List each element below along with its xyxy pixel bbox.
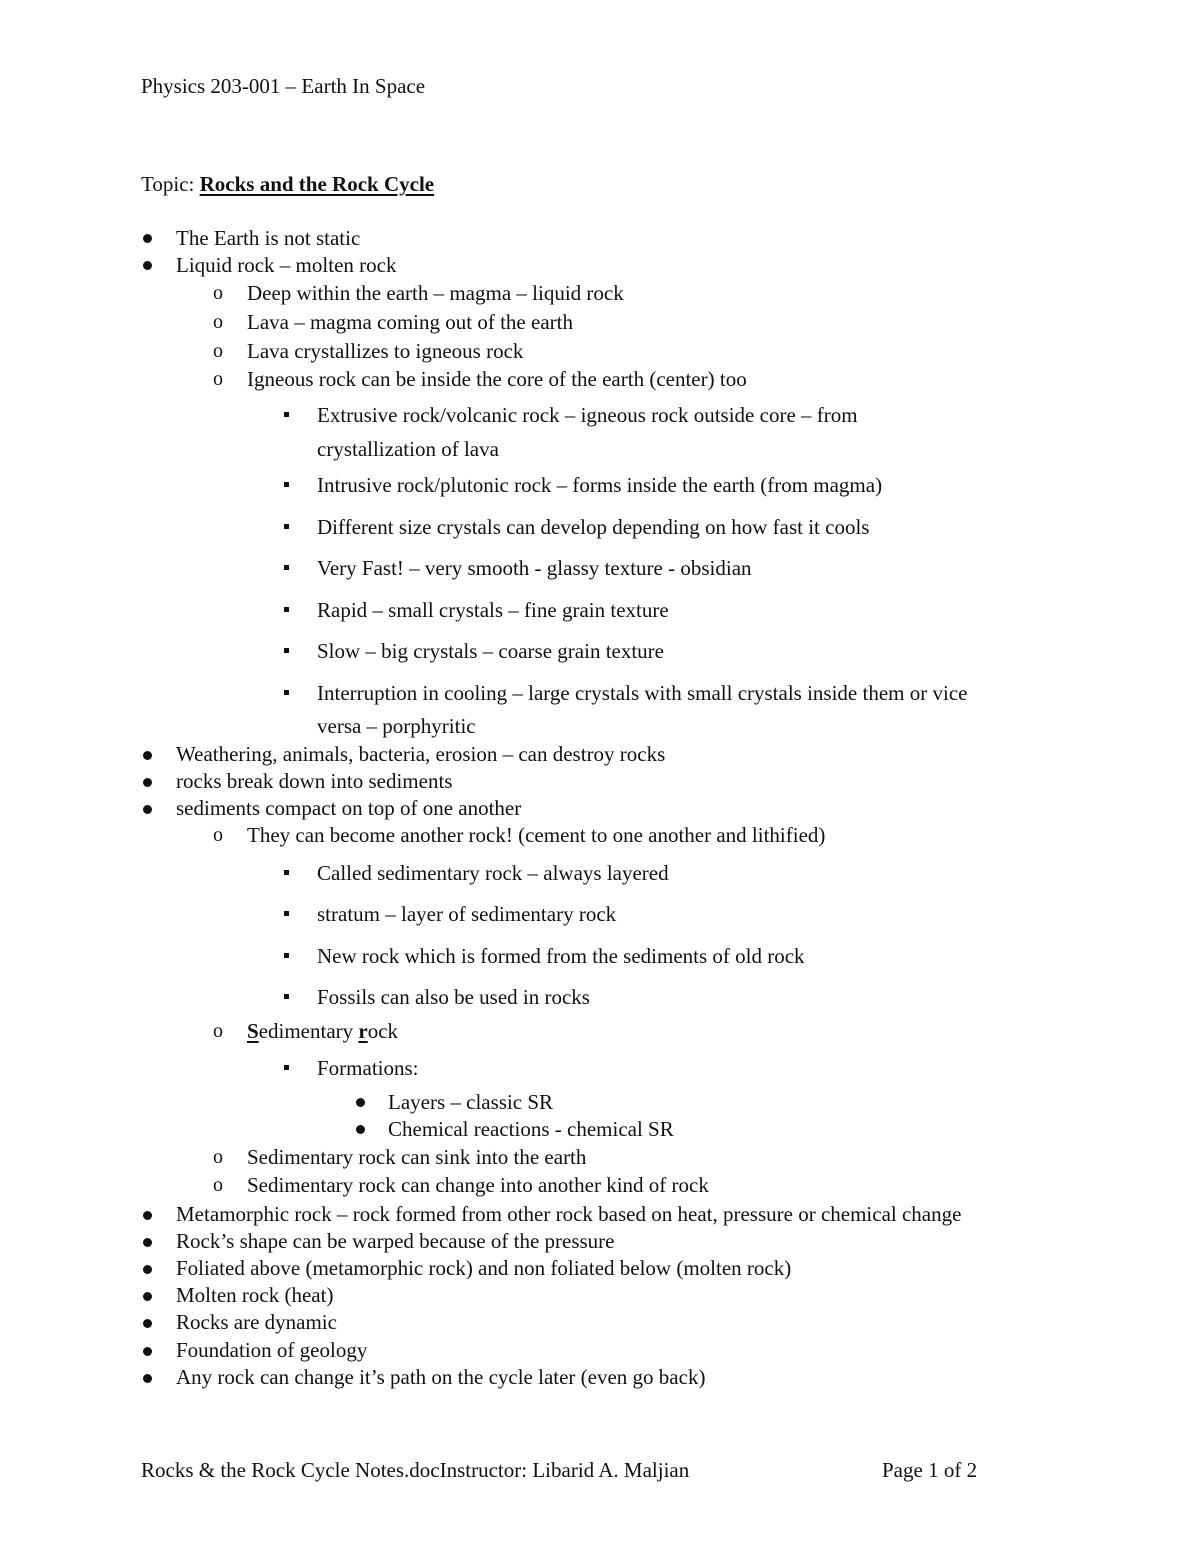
note-detail: Called sedimentary rock – always layered: [317, 861, 669, 885]
bullet-square: [284, 648, 289, 653]
note-subitem: Igneous rock can be inside the core of the earth (center) too: [247, 367, 747, 391]
bullet-dot: [143, 805, 152, 814]
footer-page-number: Page 1 of 2: [882, 1458, 978, 1482]
bullet-square: [284, 911, 289, 916]
bullet-dot: [143, 751, 152, 760]
note-detail: Very Fast! – very smooth - glassy texture - obsidian: [317, 556, 752, 580]
bullet-circle: o: [213, 340, 223, 362]
bullet-square: [284, 690, 289, 695]
bullet-square: [284, 953, 289, 958]
bullet-circle: o: [213, 282, 223, 304]
bullet-dot: [143, 778, 152, 787]
note-subitem-sedimentary-rock: Sedimentary rock: [247, 1019, 399, 1043]
bullet-dot: [143, 1374, 152, 1383]
bullet-square: [284, 524, 289, 529]
note-detail: Different size crystals can develop depending on how fast it cools: [317, 515, 870, 539]
note-subdetail: Chemical reactions - chemical SR: [388, 1117, 674, 1141]
note-detail-continued: versa – porphyritic: [317, 714, 476, 738]
bullet-dot: [356, 1098, 365, 1107]
bullet-circle: o: [213, 824, 223, 846]
topic-line: [141, 174, 434, 195]
bullet-circle: o: [213, 311, 223, 333]
note-detail: Slow – big crystals – coarse grain texture: [317, 639, 664, 663]
note-item: Liquid rock – molten rock: [176, 253, 397, 277]
bullet-circle: o: [213, 368, 223, 390]
bullet-circle: o: [213, 1146, 223, 1168]
bullet-circle: o: [213, 1174, 223, 1196]
note-item: The Earth is not static: [176, 226, 361, 250]
note-item: Foliated above (metamorphic rock) and non foliated below (molten rock): [176, 1256, 792, 1280]
bullet-square: [284, 1065, 289, 1070]
note-item: sediments compact on top of one another: [176, 796, 522, 820]
bullet-square: [284, 482, 289, 487]
note-subdetail: Layers – classic SR: [388, 1090, 554, 1114]
note-item: Metamorphic rock – rock formed from other rock based on heat, pressure or chemical change: [176, 1202, 962, 1226]
note-detail: Interruption in cooling – large crystals with small crystals inside them or vice: [317, 681, 968, 705]
note-detail: Extrusive rock/volcanic rock – igneous rock outside core – from: [317, 403, 858, 427]
note-item: Foundation of geology: [176, 1338, 368, 1362]
note-subitem: Lava – magma coming out of the earth: [247, 310, 573, 334]
emphasis-letter: S: [247, 1019, 259, 1043]
bullet-dot: [143, 1265, 152, 1274]
note-detail: New rock which is formed from the sediments of old rock: [317, 944, 805, 968]
bullet-dot: [143, 234, 152, 243]
note-detail-continued: crystallization of lava: [317, 437, 499, 461]
note-detail: Formations:: [317, 1056, 419, 1080]
footer-document-info: Rocks & the Rock Cycle Notes.docInstructor: Libarid A. Maljian: [141, 1458, 690, 1482]
bullet-square: [284, 607, 289, 612]
bullet-dot: [143, 1211, 152, 1220]
emphasis-letter: r: [358, 1019, 368, 1043]
bullet-square: [284, 565, 289, 570]
note-item: Rocks are dynamic: [176, 1310, 337, 1334]
note-detail: Rapid – small crystals – fine grain texture: [317, 598, 669, 622]
bullet-dot: [143, 261, 152, 270]
note-subitem: Lava crystallizes to igneous rock: [247, 339, 524, 363]
topic-prefix: Topic:: [141, 172, 200, 196]
bullet-dot: [143, 1319, 152, 1328]
topic-title: Rocks and the Rock Cycle: [199, 172, 435, 196]
bullet-square: [284, 412, 289, 417]
note-subitem: They can become another rock! (cement to one another and lithified): [247, 823, 826, 847]
note-subitem: Deep within the earth – magma – liquid rock: [247, 281, 624, 305]
note-item: Rock’s shape can be warped because of the pressure: [176, 1229, 615, 1253]
bullet-dot: [143, 1347, 152, 1356]
note-subitem: Sedimentary rock can sink into the earth: [247, 1145, 587, 1169]
bullet-dot: [356, 1125, 365, 1134]
bullet-circle: o: [213, 1020, 223, 1042]
bullet-square: [284, 994, 289, 999]
note-detail: Fossils can also be used in rocks: [317, 985, 590, 1009]
note-subitem: Sedimentary rock can change into another kind of rock: [247, 1173, 709, 1197]
note-detail: Intrusive rock/plutonic rock – forms inside the earth (from magma): [317, 473, 883, 497]
bullet-dot: [143, 1292, 152, 1301]
page-header: Physics 203-001 – Earth In Space: [141, 74, 426, 98]
note-item: Any rock can change it’s path on the cycle later (even go back): [176, 1365, 706, 1389]
bullet-dot: [143, 1238, 152, 1247]
note-detail: stratum – layer of sedimentary rock: [317, 902, 617, 926]
note-item: Molten rock (heat): [176, 1283, 334, 1307]
bullet-square: [284, 870, 289, 875]
note-item: Weathering, animals, bacteria, erosion – can destroy rocks: [176, 742, 666, 766]
note-item: rocks break down into sediments: [176, 769, 453, 793]
